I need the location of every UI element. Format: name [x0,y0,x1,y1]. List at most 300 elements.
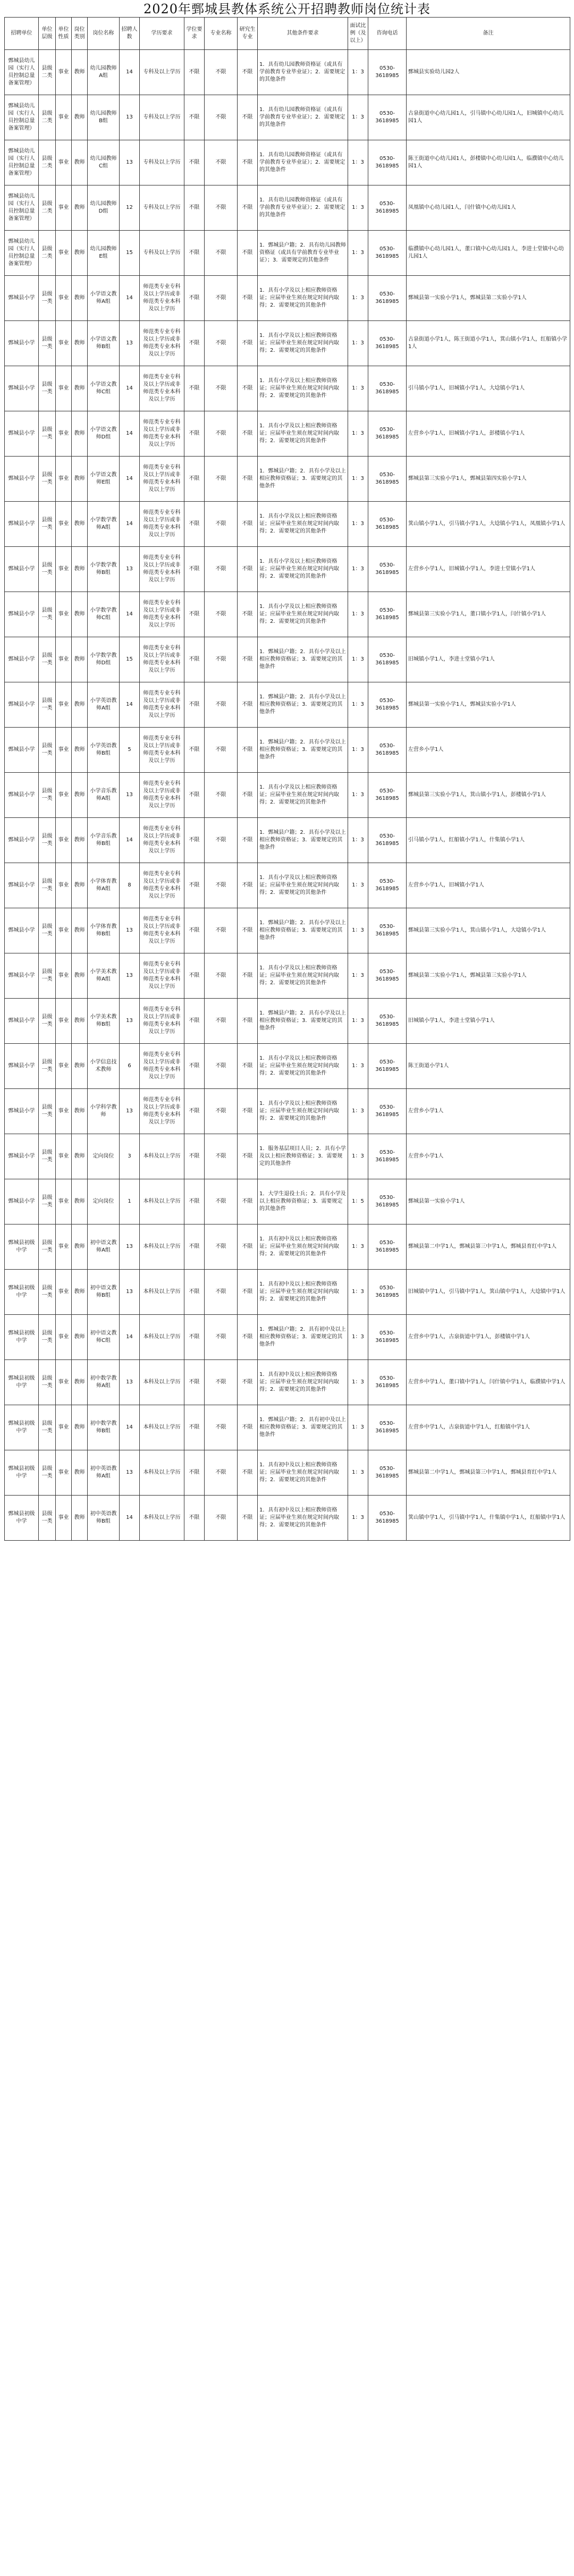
table-cell: 1：3 [348,1360,368,1405]
table-cell: 1．具有初中及以上相应教师资格证；应届毕业生须在规定时间内取得；2．需要规定的其他条件 [258,1224,348,1270]
table-cell: 小学语文教师B组 [88,321,120,366]
table-cell: 0530-3618985 [368,231,407,276]
table-row [5,863,570,908]
table-cell: 事业 [56,818,72,863]
table-cell: 小学音乐教师A组 [88,773,120,818]
table-row [5,1270,570,1315]
table-cell: 1：3 [348,411,368,457]
table-cell: 1：3 [348,1270,368,1315]
table-cell: 左营乡小学1人，旧城镇小学1人，彭楼镇小学1人 [407,411,570,457]
table-cell: 本科及以上学历 [140,1270,184,1315]
table-cell: 14 [120,682,140,728]
table-cell: 县级一类 [39,321,56,366]
table-cell: 事业 [56,908,72,953]
table-cell: 师范类专业专科及以上学历或非师范类专业本科及以上学历 [140,276,184,321]
table-cell: 0530-3618985 [368,682,407,728]
table-cell: 不限 [205,502,238,547]
table-cell: 师范类专业专科及以上学历或非师范类专业本科及以上学历 [140,682,184,728]
table-cell: 县级一类 [39,953,56,999]
table-cell: 0530-3618985 [368,276,407,321]
table-cell: 1．具有小学及以上相应教师资格证；应届毕业生须在规定时间内取得；2．需要规定的其他条件 [258,773,348,818]
table-cell: 鄄城县小学 [5,1089,39,1134]
table-cell: 鄄城县初级中学 [5,1360,39,1405]
table-row [5,411,570,457]
table-cell: 幼儿园教师D组 [88,185,120,231]
table-cell: 县级一类 [39,999,56,1044]
table-cell: 不限 [238,592,258,637]
table-cell: 不限 [205,231,238,276]
table-cell: 本科及以上学历 [140,1224,184,1270]
table-cell: 左营乡小学1人 [407,728,570,773]
table-cell: 教师 [72,637,88,682]
table-cell: 1．鄄城县户籍；2．具有小学及以上相应教师资格证；3．需要规定的其他条件 [258,818,348,863]
table-cell: 凤凰镇中心幼儿园1人，闫什镇中心幼儿园1人 [407,185,570,231]
table-cell: 不限 [205,1134,238,1179]
table-cell: 8 [120,863,140,908]
table-cell: 左营乡小学1人，旧城镇小学1人，李进士堂镇小学1人 [407,547,570,592]
column-header: 招聘人数 [120,18,140,50]
table-cell: 0530-3618985 [368,547,407,592]
table-cell: 不限 [205,818,238,863]
table-cell: 1：3 [348,1134,368,1179]
table-cell: 小学体育教师A组 [88,863,120,908]
table-cell: 县级一类 [39,1270,56,1315]
table-cell: 不限 [184,1179,205,1224]
table-cell: 事业 [56,1044,72,1089]
table-cell: 教师 [72,50,88,95]
table-cell: 事业 [56,140,72,185]
table-cell: 鄄城县小学 [5,999,39,1044]
table-cell: 事业 [56,457,72,502]
table-row [5,1134,570,1179]
table-cell: 事业 [56,1089,72,1134]
table-cell: 不限 [238,682,258,728]
table-cell: 专科及以上学历 [140,95,184,140]
table-cell: 师范类专业专科及以上学历或非师范类专业本科及以上学历 [140,818,184,863]
table-cell: 教师 [72,1089,88,1134]
table-cell: 不限 [184,773,205,818]
table-cell: 幼儿园教师A组 [88,50,120,95]
table-cell: 不限 [238,411,258,457]
table-cell: 师范类专业专科及以上学历或非师范类专业本科及以上学历 [140,547,184,592]
table-cell: 13 [120,140,140,185]
table-cell: 不限 [184,1496,205,1541]
table-cell: 本科及以上学历 [140,1179,184,1224]
table-cell: 师范类专业专科及以上学历或非师范类专业本科及以上学历 [140,953,184,999]
table-cell: 教师 [72,908,88,953]
table-cell: 鄄城县第二中学1人，鄄城县第三中学1人，鄄城县育红中学1人 [407,1450,570,1496]
table-cell: 13 [120,547,140,592]
table-cell: 不限 [205,999,238,1044]
table-cell: 0530-3618985 [368,592,407,637]
table-row [5,185,570,231]
column-header: 单位层级 [39,18,56,50]
table-cell: 不限 [184,95,205,140]
table-cell: 本科及以上学历 [140,1315,184,1360]
table-cell: 0530-3618985 [368,502,407,547]
table-cell: 不限 [184,999,205,1044]
table-cell: 师范类专业专科及以上学历或非师范类专业本科及以上学历 [140,411,184,457]
table-cell: 1：3 [348,728,368,773]
table-cell: 不限 [205,863,238,908]
table-cell: 教师 [72,1405,88,1450]
table-cell: 县级一类 [39,592,56,637]
table-cell: 不限 [205,1044,238,1089]
table-cell: 0530-3618985 [368,1450,407,1496]
table-cell: 14 [120,411,140,457]
table-cell: 小学数学教师C组 [88,592,120,637]
table-row [5,1450,570,1496]
table-cell: 小学音乐教师B组 [88,818,120,863]
table-cell: 不限 [184,1270,205,1315]
column-header: 面试比例（及以上） [348,18,368,50]
table-cell: 0530-3618985 [368,1315,407,1360]
table-cell: 事业 [56,366,72,411]
table-cell: 县级二类 [39,50,56,95]
table-cell: 教师 [72,999,88,1044]
table-row [5,908,570,953]
table-cell: 0530-3618985 [368,1270,407,1315]
table-cell: 1：3 [348,1496,368,1541]
table-cell: 0530-3618985 [368,1044,407,1089]
table-cell: 不限 [184,1315,205,1360]
table-cell: 鄄城县第一实验小学1人，鄄城县实验小学1人 [407,682,570,728]
table-cell: 不限 [205,95,238,140]
table-cell: 事业 [56,50,72,95]
table-cell: 鄄城县小学 [5,547,39,592]
table-cell: 5 [120,728,140,773]
column-header: 备注 [407,18,570,50]
table-cell: 旧城镇小学1人，李进士堂镇小学1人 [407,999,570,1044]
table-cell: 教师 [72,547,88,592]
table-cell: 事业 [56,728,72,773]
table-cell: 事业 [56,773,72,818]
table-cell: 县级一类 [39,366,56,411]
table-cell: 1．具有初中及以上相应教师资格证；应届毕业生须在规定时间内取得；2．需要规定的其他条件 [258,1360,348,1405]
table-cell: 县级一类 [39,773,56,818]
table-cell: 鄄城县初级中学 [5,1224,39,1270]
table-cell: 不限 [205,1360,238,1405]
table-cell: 县级一类 [39,637,56,682]
table-cell: 不限 [205,908,238,953]
table-cell: 鄄城县幼儿园（实行人员控制总量备案管理） [5,95,39,140]
table-cell: 14 [120,592,140,637]
table-cell: 小学语文教师A组 [88,276,120,321]
table-cell: 1．具有小学及以上相应教师资格证；应届毕业生须在规定时间内取得；2．需要规定的其他条件 [258,592,348,637]
table-cell: 0530-3618985 [368,863,407,908]
table-cell: 13 [120,1360,140,1405]
table-cell: 1．具有小学及以上相应教师资格证；应届毕业生须在规定时间内取得；2．需要规定的其他条件 [258,1089,348,1134]
table-cell: 1 [120,1179,140,1224]
table-cell: 县级一类 [39,863,56,908]
table-cell: 专科及以上学历 [140,185,184,231]
table-cell: 不限 [238,457,258,502]
table-cell: 教师 [72,276,88,321]
table-cell: 1：3 [348,185,368,231]
table-row [5,1089,570,1134]
table-cell: 事业 [56,411,72,457]
table-cell: 县级一类 [39,1496,56,1541]
table-cell: 县级二类 [39,185,56,231]
table-cell: 不限 [238,1179,258,1224]
table-cell: 不限 [184,411,205,457]
table-cell: 0530-3618985 [368,185,407,231]
table-cell: 教师 [72,231,88,276]
table-row [5,773,570,818]
table-cell: 不限 [184,863,205,908]
table-cell: 1．具有幼儿园教师资格证（或具有学前教育专业毕业证）；2．需要规定的其他条件 [258,95,348,140]
table-cell: 县级一类 [39,1179,56,1224]
table-cell: 教师 [72,411,88,457]
table-cell: 14 [120,1405,140,1450]
table-cell: 教师 [72,502,88,547]
table-row [5,1315,570,1360]
table-cell: 事业 [56,682,72,728]
column-header: 咨询电话 [368,18,407,50]
column-header: 单位性质 [56,18,72,50]
column-header: 其他条件要求 [258,18,348,50]
table-cell: 13 [120,953,140,999]
table-cell: 0530-3618985 [368,1134,407,1179]
table-cell: 鄄城县幼儿园（实行人员控制总量备案管理） [5,231,39,276]
table-cell: 事业 [56,231,72,276]
table-cell: 不限 [238,908,258,953]
table-row [5,366,570,411]
table-cell: 不限 [238,953,258,999]
table-cell: 14 [120,50,140,95]
table-cell: 1：3 [348,818,368,863]
table-cell: 不限 [205,366,238,411]
table-cell: 14 [120,818,140,863]
table-cell: 鄄城县第一实验小学1人 [407,1179,570,1224]
table-cell: 1：3 [348,863,368,908]
table-row [5,953,570,999]
table-cell: 本科及以上学历 [140,1496,184,1541]
table-cell: 不限 [184,50,205,95]
table-cell: 1：3 [348,366,368,411]
table-cell: 13 [120,321,140,366]
table-cell: 事业 [56,1270,72,1315]
table-cell: 鄄城县小学 [5,953,39,999]
table-cell: 事业 [56,1134,72,1179]
table-cell: 县级一类 [39,682,56,728]
table-cell: 旧城镇小学1人，李进士堂镇小学1人 [407,637,570,682]
table-cell: 县级一类 [39,547,56,592]
table-cell: 0530-3618985 [368,1405,407,1450]
table-cell: 不限 [184,1450,205,1496]
table-cell: 13 [120,1450,140,1496]
table-cell: 县级一类 [39,411,56,457]
table-cell: 鄄城县小学 [5,637,39,682]
table-cell: 不限 [238,276,258,321]
table-cell: 0530-3618985 [368,818,407,863]
table-cell: 鄄城县小学 [5,863,39,908]
table-cell: 不限 [184,953,205,999]
table-cell: 县级一类 [39,1315,56,1360]
table-cell: 不限 [238,547,258,592]
table-cell: 1．鄄城县户籍；2．具有小学及以上相应教师资格证；3．需要规定的其他条件 [258,682,348,728]
table-cell: 鄄城县幼儿园（实行人员控制总量备案管理） [5,50,39,95]
table-cell: 鄄城县幼儿园（实行人员控制总量备案管理） [5,140,39,185]
table-cell: 0530-3618985 [368,728,407,773]
table-cell: 0530-3618985 [368,1360,407,1405]
table-cell: 1：3 [348,682,368,728]
column-header: 专业名称 [205,18,238,50]
table-cell: 13 [120,999,140,1044]
table-cell: 0530-3618985 [368,999,407,1044]
table-cell: 鄄城县小学 [5,818,39,863]
table-row [5,1360,570,1405]
table-cell: 鄄城县小学 [5,1179,39,1224]
table-cell: 1．具有小学及以上相应教师资格证；应届毕业生须在规定时间内取得；2．需要规定的其他条件 [258,1044,348,1089]
table-cell: 事业 [56,185,72,231]
table-cell: 教师 [72,95,88,140]
table-cell: 不限 [238,95,258,140]
table-cell: 本科及以上学历 [140,1405,184,1450]
table-row [5,999,570,1044]
table-cell: 1．服务基层项目人员；2．具有小学及以上相应教师资格证；3．需要规定的其他条件 [258,1134,348,1179]
table-cell: 鄄城县幼儿园（实行人员控制总量备案管理） [5,185,39,231]
table-cell: 小学科学教师 [88,1089,120,1134]
table-cell: 古泉街道小学1人，陈王街道小学1人，箕山镇小学1人，红船镇小学1人 [407,321,570,366]
table-cell: 鄄城县初级中学 [5,1315,39,1360]
table-cell: 教师 [72,863,88,908]
table-cell: 1：3 [348,321,368,366]
table-cell: 县级一类 [39,1405,56,1450]
table-cell: 1．具有小学及以上相应教师资格证；应届毕业生须在规定时间内取得；2．需要规定的其他条件 [258,863,348,908]
table-cell: 鄄城县小学 [5,321,39,366]
table-cell: 不限 [238,321,258,366]
table-cell: 初中语文教师B组 [88,1270,120,1315]
table-cell: 专科及以上学历 [140,140,184,185]
table-cell: 教师 [72,1360,88,1405]
table-cell: 教师 [72,592,88,637]
table-cell: 教师 [72,1224,88,1270]
table-row [5,637,570,682]
table-row [5,231,570,276]
table-cell: 1：3 [348,95,368,140]
table-cell: 鄄城县小学 [5,457,39,502]
table-cell: 事业 [56,953,72,999]
table-cell: 师范类专业专科及以上学历或非师范类专业本科及以上学历 [140,999,184,1044]
table-cell: 不限 [238,1496,258,1541]
table-cell: 不限 [238,728,258,773]
table-cell: 鄄城县小学 [5,276,39,321]
table-cell: 不限 [184,682,205,728]
table-cell: 小学美术教师A组 [88,953,120,999]
table-cell: 不限 [238,185,258,231]
table-cell: 1．具有小学及以上相应教师资格证；应届毕业生须在规定时间内取得；2．需要规定的其他条件 [258,411,348,457]
table-cell: 鄄城县小学 [5,411,39,457]
table-cell: 鄄城县第三实验小学1人，鄄城县第四实验小学1人 [407,457,570,502]
table-cell: 0530-3618985 [368,1089,407,1134]
table-row [5,276,570,321]
table-cell: 1．具有幼儿园教师资格证（或具有学前教育专业毕业证）；2．需要规定的其他条件 [258,185,348,231]
table-cell: 不限 [184,502,205,547]
table-cell: 县级一类 [39,1450,56,1496]
table-cell: 不限 [205,637,238,682]
table-cell: 1：3 [348,140,368,185]
table-cell: 师范类专业专科及以上学历或非师范类专业本科及以上学历 [140,321,184,366]
table-row [5,502,570,547]
table-cell: 事业 [56,1224,72,1270]
table-cell: 不限 [205,1270,238,1315]
table-cell: 1：3 [348,1450,368,1496]
table-cell: 事业 [56,1179,72,1224]
table-cell: 1．鄄城县户籍；2．具有小学及以上相应教师资格证；3．需要规定的其他条件 [258,457,348,502]
table-cell: 鄄城县初级中学 [5,1450,39,1496]
table-cell: 事业 [56,321,72,366]
table-cell: 不限 [238,366,258,411]
table-cell: 教师 [72,682,88,728]
table-cell: 鄄城县第三实验小学1人，箕山镇小学1人，大埝镇小学1人 [407,908,570,953]
table-cell: 不限 [184,185,205,231]
table-cell: 不限 [238,1134,258,1179]
table-cell: 师范类专业专科及以上学历或非师范类专业本科及以上学历 [140,502,184,547]
table-cell: 不限 [205,1405,238,1450]
table-cell: 1：3 [348,773,368,818]
table-cell: 不限 [238,818,258,863]
table-cell: 教师 [72,953,88,999]
table-cell: 6 [120,1044,140,1089]
table-cell: 不限 [184,592,205,637]
table-cell: 不限 [238,999,258,1044]
table-cell: 14 [120,366,140,411]
table-cell: 县级二类 [39,140,56,185]
table-cell: 教师 [72,1179,88,1224]
column-header: 岗位类别 [72,18,88,50]
table-cell: 不限 [205,411,238,457]
table-cell: 不限 [205,547,238,592]
table-cell: 师范类专业专科及以上学历或非师范类专业本科及以上学历 [140,728,184,773]
table-cell: 初中数学教师B组 [88,1405,120,1450]
table-cell: 1：3 [348,908,368,953]
table-cell: 1．鄄城县户籍；2．具有小学及以上相应教师资格证；3．需要规定的其他条件 [258,908,348,953]
table-cell: 鄄城县第三实验小学1人，董口镇小学1人，闫什镇小学1人 [407,592,570,637]
table-cell: 教师 [72,1044,88,1089]
table-cell: 左营乡小学1人，旧城镇小学1人 [407,863,570,908]
recruitment-table [4,17,570,1541]
table-cell: 1：3 [348,276,368,321]
table-cell: 初中语文教师C组 [88,1315,120,1360]
table-cell: 不限 [184,366,205,411]
table-cell: 鄄城县小学 [5,728,39,773]
table-cell: 事业 [56,1450,72,1496]
table-cell: 1．具有小学及以上相应教师资格证；应届毕业生须在规定时间内取得；2．需要规定的其他条件 [258,502,348,547]
table-cell: 小学语文教师D组 [88,411,120,457]
table-row [5,1044,570,1089]
table-cell: 鄄城县小学 [5,502,39,547]
table-cell: 不限 [205,1496,238,1541]
table-cell: 1．具有小学及以上相应教师资格证；应届毕业生须在规定时间内取得；2．需要规定的其他条件 [258,547,348,592]
table-cell: 县级一类 [39,1134,56,1179]
table-cell: 0530-3618985 [368,457,407,502]
table-cell: 12 [120,185,140,231]
table-row [5,682,570,728]
table-cell: 教师 [72,728,88,773]
table-cell: 师范类专业专科及以上学历或非师范类专业本科及以上学历 [140,457,184,502]
table-cell: 县级一类 [39,1044,56,1089]
table-row [5,728,570,773]
table-cell: 定向岗位 [88,1134,120,1179]
table-row [5,457,570,502]
table-cell: 不限 [184,637,205,682]
table-cell: 15 [120,637,140,682]
table-cell: 不限 [238,140,258,185]
table-cell: 不限 [205,185,238,231]
table-cell: 初中数学教师A组 [88,1360,120,1405]
table-cell: 不限 [238,863,258,908]
